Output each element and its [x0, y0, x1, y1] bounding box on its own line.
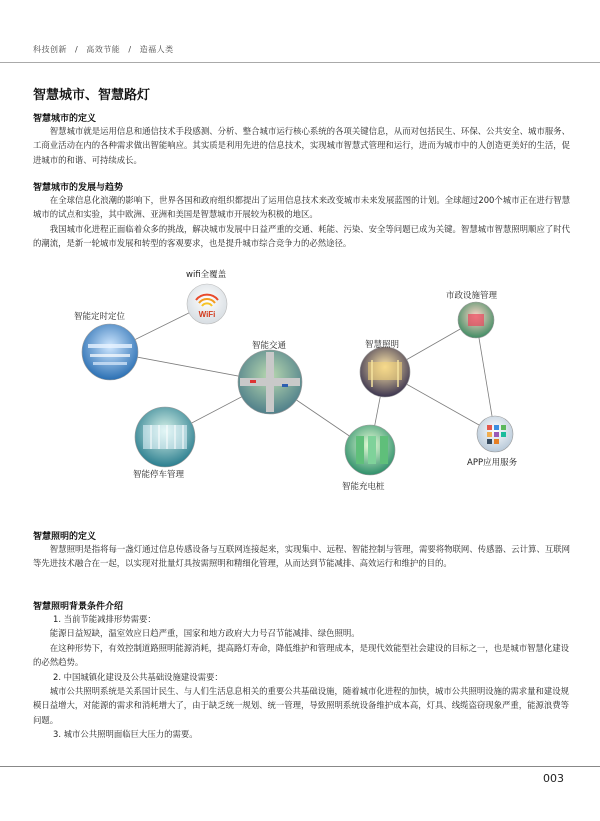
lighting-label: 智慧照明 [365, 340, 400, 350]
list-item: 3. 城市公共照明面临巨大压力的需要。 [53, 729, 198, 740]
parking-label: 智能停车管理 [133, 470, 185, 480]
header-item: 造福人类 [139, 45, 174, 54]
municipal-label: 市政设施管理 [446, 291, 498, 301]
list-item: 1. 当前节能减排形势需要： [53, 614, 156, 624]
section-heading: 智慧照明背景条件介绍 [33, 602, 124, 612]
wifi-node [187, 284, 227, 324]
section-heading: 智慧城市的定义 [33, 114, 97, 124]
app-label: APP应用服务 [467, 458, 518, 468]
wifi-label: wifi全覆盖 [186, 270, 227, 280]
positioning-node [82, 324, 138, 380]
section-body [33, 612, 570, 742]
section-body [33, 124, 570, 167]
paragraph: 城市公共照明系统是关系国计民生、与人们生活息息相关的重要公共基础设施，随着城市化进程的加快，城市公共照明设施的需求量和建设规模日益增大，对能源的需求和消耗增大了，由于缺乏统一规划、统一管理，导致照明系统设备维护成本高，灯具、线缆盗窃现象严重，能源浪费等问题。 [33, 686, 570, 725]
page-number: 003 [543, 772, 564, 785]
charging-node [345, 425, 395, 475]
section-body [33, 193, 570, 251]
header-separator: / [75, 45, 79, 54]
footer-rule [0, 766, 600, 767]
lighting-node [360, 347, 410, 397]
charging-label: 智能充电桩 [342, 482, 385, 492]
header-separator: / [128, 45, 132, 54]
section-heading: 智慧照明的定义 [33, 532, 97, 542]
header-item: 高效节能 [86, 45, 121, 54]
diagram-graphic [0, 262, 600, 512]
paragraph: 在这种形势下，有效控制道路照明能源消耗，提高路灯寿命，降低维护和管理成本，是现代效能型社会建设的目标之一，也是城市智慧化建设的必然趋势。 [33, 642, 570, 668]
section-heading: 智慧城市的发展与趋势 [33, 183, 124, 193]
page-header [33, 44, 174, 55]
page-title: 智慧城市、智慧路灯 [33, 88, 151, 103]
header-rule [0, 62, 600, 63]
header-item: 科技创新 [33, 45, 67, 54]
parking-node [135, 407, 195, 467]
app-node [477, 416, 513, 452]
paragraph: 智慧城市就是运用信息和通信技术手段感测、分析、整合城市运行核心系统的各项关键信息，从而对包括民生、环保、公共安全、城市服务、工商业活动在内的各种需求做出智能响应。其实质是利用先进的信息技术，实现城市智慧式管理和运行，进而为城市中的人创造更美好的生活，促进城市的和谐、可持续成长。 [33, 126, 570, 165]
municipal-node [458, 302, 494, 338]
paragraph: 我国城市化进程正面临着众多的挑战，解决城市发展中日益严重的交通、耗能、污染、安全等问题已成为关键。智慧城市智慧照明顺应了时代的潮流，是新一轮城市发展和转型的客观要求，也是提升城市综合竞争力的必然途径。 [33, 223, 570, 249]
paragraph: 在全球信息化浪潮的影响下，世界各国和政府组织都提出了运用信息技术来改变城市未来发展蓝图的计划。全球超过200个城市正在进行智慧城市的试点和实验，其中欧洲、亚洲和美国是智慧城市开展较为积极的地区。 [33, 195, 570, 220]
wifi-logo-text: WiFi [198, 310, 216, 319]
smart-city-diagram [0, 262, 600, 512]
section-body [33, 542, 570, 571]
paragraph: 智慧照明是指将每一盏灯通过信息传感设备与互联网连接起来，实现集中、远程、智能控制与管理，需要将物联网、传感器、云计算、互联网等先进技术融合在一起，以实现对批量灯具按需照明和精细化管理，从而达到节能减排、高效运行和维护的目的。 [33, 544, 570, 569]
list-item: 2. 中国城镇化建设及公共基础设施建设需要： [53, 671, 223, 682]
traffic-node [238, 350, 302, 414]
traffic-label: 智能交通 [252, 341, 287, 351]
positioning-label: 智能定时定位 [74, 312, 126, 322]
paragraph: 能源日益短缺，温室效应日趋严重，国家和地方政府大力号召节能减排、绿色照明。 [49, 628, 360, 639]
